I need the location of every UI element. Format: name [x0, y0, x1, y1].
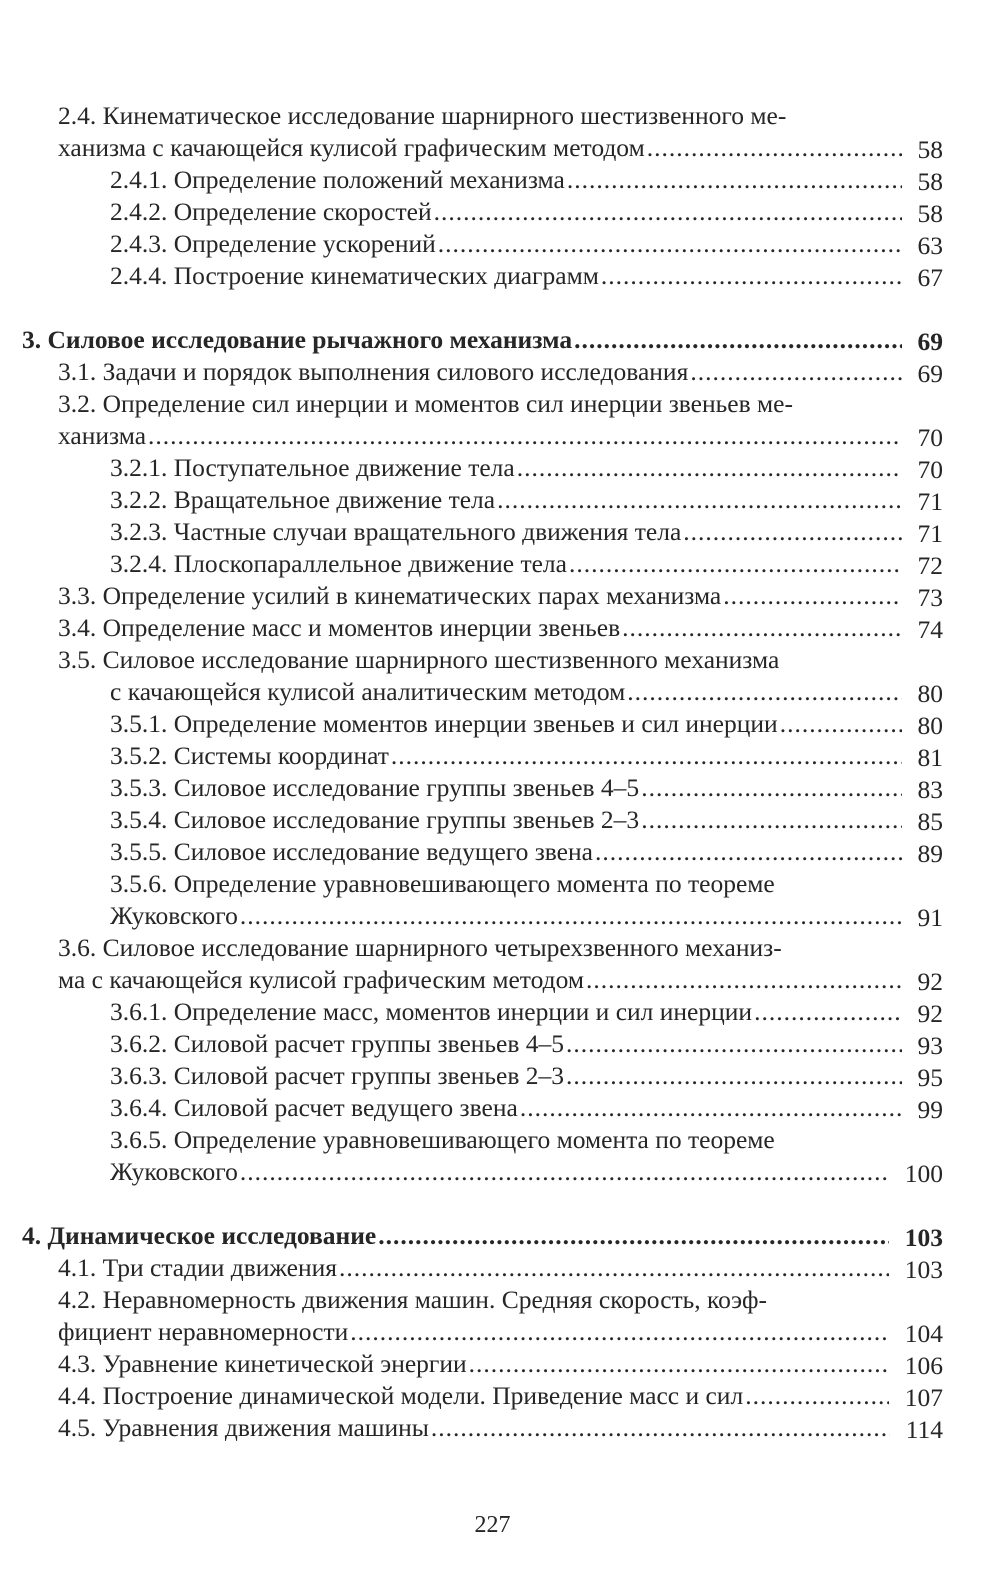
toc-page-number: 103 — [904, 1223, 943, 1252]
toc-entry-text: Жуковского — [110, 901, 238, 930]
toc-entry-line — [0, 1156, 985, 1188]
toc-entry-line — [0, 388, 985, 420]
dot-leader — [683, 516, 901, 548]
toc-entry-line — [0, 324, 985, 356]
toc-page-number: 63 — [917, 231, 943, 260]
dot-leader — [574, 324, 901, 356]
dot-leader — [350, 1316, 888, 1348]
toc-entry-text: 2.4. Кинематическое исследование шарнирного шестизвенного ме- — [58, 101, 787, 130]
toc-page-number: 93 — [917, 1031, 943, 1060]
toc-entry-line — [0, 836, 985, 868]
dot-leader — [622, 612, 901, 644]
toc-entry-text: 3.3. Определение усилий в кинематических парах механизма — [58, 581, 722, 610]
toc-page-number: 107 — [904, 1383, 943, 1412]
toc-entry-text: 4.5. Уравнения движения машины — [58, 1413, 429, 1442]
toc-entry-text: Жуковского — [110, 1157, 238, 1186]
toc-entry-text: 3.5.3. Силовое исследование группы звеньев 4–5 — [110, 773, 640, 802]
toc-entry-text: ма с качающейся кулисой графическим методом — [58, 965, 584, 994]
toc-page-number: 83 — [917, 775, 943, 804]
dot-leader — [780, 708, 902, 740]
dot-leader — [148, 420, 901, 452]
dot-leader — [438, 228, 902, 260]
toc-page-number: 80 — [917, 679, 943, 708]
toc-page-number: 58 — [917, 199, 943, 228]
toc-entry-text: 4.1. Три стадии движения — [58, 1253, 338, 1282]
toc-page-number: 71 — [917, 519, 943, 548]
toc-entry-line — [0, 1124, 985, 1156]
toc-entry-text: 2.4.3. Определение ускорений — [110, 229, 436, 258]
toc-page-number: 70 — [917, 455, 943, 484]
dot-leader — [469, 1348, 889, 1380]
toc-entry-text: 3.6.3. Силовой расчет группы звеньев 2–3 — [110, 1061, 565, 1090]
toc-entry-text: 3.2. Определение сил инерции и моментов сил инерции звеньев ме- — [58, 389, 793, 418]
toc-entry-text: 2.4.1. Определение положений механизма — [110, 165, 565, 194]
dot-leader — [586, 964, 902, 996]
toc-entry-text: 4. Динамическое исследование — [22, 1221, 377, 1250]
toc-entry-line — [0, 1028, 985, 1060]
toc-entry-line — [0, 452, 985, 484]
dot-leader — [754, 996, 901, 1028]
toc-entry-line — [0, 164, 985, 196]
toc-entry-line — [0, 1092, 985, 1124]
toc-entry-text: 3.5.5. Силовое исследование ведущего звена — [110, 837, 593, 866]
toc-entry-line — [0, 1412, 985, 1444]
toc-entry-text: 3.5. Силовое исследование шарнирного шестизвенного механизма — [58, 645, 780, 674]
toc-entry-line — [0, 132, 985, 164]
toc-page-number: 71 — [917, 487, 943, 516]
toc-entry-line — [0, 356, 985, 388]
dot-leader — [627, 676, 901, 708]
dot-leader — [745, 1380, 889, 1412]
toc-entry-text: 3.2.3. Частные случаи вращательного движения тела — [110, 517, 682, 546]
toc-entry-text: 3.6.5. Определение уравновешивающего момента по теореме — [110, 1125, 775, 1154]
toc-entry-text: 3.6.1. Определение масс, моментов инерции и сил инерции — [110, 997, 753, 1026]
dot-leader — [567, 164, 902, 196]
toc-entry-text: 3.4. Определение масс и моментов инерции звеньев — [58, 613, 621, 642]
dot-leader — [240, 900, 902, 932]
toc-entry-line — [0, 1348, 985, 1380]
toc-page-number: 89 — [917, 839, 943, 868]
toc-page-number: 114 — [905, 1415, 943, 1444]
dot-leader — [431, 1412, 890, 1444]
toc-page-number: 70 — [917, 423, 943, 452]
toc-entry-line — [0, 196, 985, 228]
toc-entry-text: фициент неравномерности — [58, 1317, 349, 1346]
toc-entry-text: 3.6. Силовое исследование шарнирного четырехзвенного механиз- — [58, 933, 782, 962]
dot-leader — [601, 260, 902, 292]
toc-entry-line — [0, 580, 985, 612]
toc-entry-line — [0, 260, 985, 292]
toc-page-number: 58 — [917, 135, 943, 164]
toc-page-number: 74 — [917, 615, 943, 644]
toc-page-number: 91 — [917, 903, 943, 932]
table-of-contents — [0, 100, 985, 1444]
dot-leader — [339, 1252, 889, 1284]
toc-page-number: 92 — [917, 967, 943, 996]
dot-leader — [434, 196, 902, 228]
toc-page-number: 103 — [904, 1255, 943, 1284]
toc-entry-line — [0, 1316, 985, 1348]
toc-entry-text: с качающейся кулисой аналитическим методом — [110, 677, 626, 706]
toc-page-number: 80 — [917, 711, 943, 740]
toc-page-number: 69 — [917, 359, 943, 388]
toc-entry-line — [0, 964, 985, 996]
toc-entry-text: 4.2. Неравномерность движения машин. Средняя скорость, коэф- — [58, 1285, 767, 1314]
toc-page-number: 92 — [917, 999, 943, 1028]
toc-entry-line — [0, 516, 985, 548]
toc-entry-line — [0, 996, 985, 1028]
toc-page-number: 58 — [917, 167, 943, 196]
toc-page-number: 67 — [917, 263, 943, 292]
dot-leader — [569, 548, 902, 580]
toc-entry-line — [0, 228, 985, 260]
dot-leader — [595, 836, 902, 868]
toc-entry-line — [0, 484, 985, 516]
toc-entry-text: 3.2.1. Поступательное движение тела — [110, 453, 515, 482]
toc-entry-text: 3.6.4. Силовой расчет ведущего звена — [110, 1093, 518, 1122]
toc-entry-text: 3.2.4. Плоскопараллельное движение тела — [110, 549, 567, 578]
toc-entry-line — [0, 612, 985, 644]
toc-entry-line — [0, 900, 985, 932]
toc-entry-line — [0, 1252, 985, 1284]
toc-entry-text: ханизма — [58, 421, 147, 450]
toc-entry-line — [0, 1220, 985, 1252]
toc-entry-line — [0, 804, 985, 836]
toc-entry-text: 2.4.2. Определение скоростей — [110, 197, 432, 226]
dot-leader — [378, 1220, 889, 1252]
toc-page-number: 81 — [917, 743, 943, 772]
toc-entry-text: 2.4.4. Построение кинематических диаграмм — [110, 261, 599, 290]
toc-page-number: 100 — [904, 1159, 943, 1188]
dot-leader — [566, 1028, 901, 1060]
toc-entry-line — [0, 1380, 985, 1412]
dot-leader — [566, 1060, 901, 1092]
toc-entry-text: 3.5.1. Определение моментов инерции звеньев и сил инерции — [110, 709, 778, 738]
toc-entry-line — [0, 548, 985, 580]
toc-entry-text: 3.5.4. Силовое исследование группы звеньев 2–3 — [110, 805, 640, 834]
page-number: 227 — [474, 1512, 511, 1538]
dot-leader — [517, 452, 902, 484]
toc-entry-line — [0, 1060, 985, 1092]
toc-entry-line — [0, 676, 985, 708]
dot-leader — [520, 1092, 902, 1124]
dot-leader — [647, 132, 902, 164]
dot-leader — [497, 484, 901, 516]
toc-entry-text: 3.1. Задачи и порядок выполнения силового исследования — [58, 357, 689, 386]
toc-entry-text: 3.5.2. Системы координат — [110, 741, 389, 770]
toc-page-number: 106 — [904, 1351, 943, 1380]
dot-leader — [723, 580, 901, 612]
toc-entry-text: 3. Силовое исследование рычажного механизма — [22, 325, 573, 354]
dot-leader — [391, 740, 902, 772]
toc-page-number: 104 — [904, 1319, 943, 1348]
toc-entry-line — [0, 1284, 985, 1316]
toc-entry-text: 3.2.2. Вращательное движение тела — [110, 485, 496, 514]
toc-entry-text: 4.4. Построение динамической модели. Приведение масс и сил — [58, 1381, 744, 1410]
toc-entry-line — [0, 772, 985, 804]
toc-page-number: 69 — [917, 327, 943, 356]
toc-page-number: 72 — [917, 551, 943, 580]
toc-entry-text: ханизма с качающейся кулисой графическим методом — [58, 133, 645, 162]
dot-leader — [641, 772, 901, 804]
toc-page-number: 85 — [917, 807, 943, 836]
dot-leader — [641, 804, 901, 836]
toc-entry-line — [0, 740, 985, 772]
toc-page-number: 95 — [917, 1063, 943, 1092]
dot-leader — [690, 356, 901, 388]
toc-entry-text: 3.6.2. Силовой расчет группы звеньев 4–5 — [110, 1029, 565, 1058]
toc-page-number: 73 — [917, 583, 943, 612]
toc-entry-line — [0, 932, 985, 964]
toc-entry-line — [0, 644, 985, 676]
toc-entry-line — [0, 868, 985, 900]
toc-entry-line — [0, 420, 985, 452]
dot-leader — [240, 1156, 889, 1188]
toc-entry-line — [0, 708, 985, 740]
toc-entry-line — [0, 100, 985, 132]
toc-entry-text: 3.5.6. Определение уравновешивающего момента по теореме — [110, 869, 775, 898]
toc-entry-text: 4.3. Уравнение кинетической энергии — [58, 1349, 467, 1378]
toc-page-number: 99 — [917, 1095, 943, 1124]
